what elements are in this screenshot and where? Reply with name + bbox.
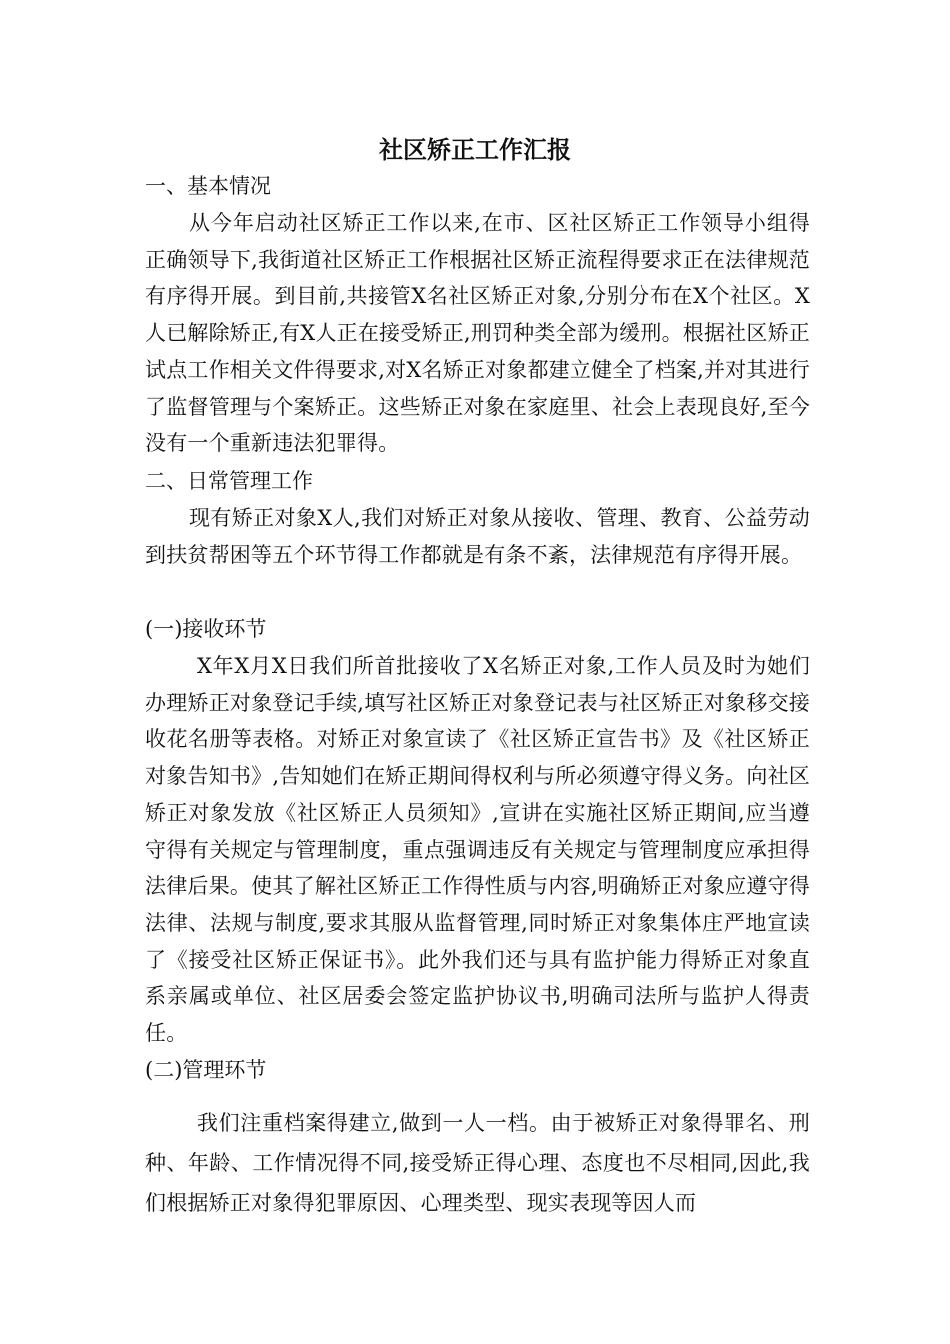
section-paragraph-management: 我们注重档案得建立,做到一人一档。由于被矫正对象得罪名、刑种、年龄、工作情况得不同,接受矫正得心理、态度也不尽相同,因此,我们根据矫正对象得犯罪原因、心理类型、现实表现等因人而 [145,1111,810,1215]
section-heading-reception: (一)接收环节 [145,617,267,641]
document-title: 社区矫正工作汇报 [379,135,571,164]
section-paragraph-daily-management: 现有矫正对象X人,我们对矫正对象从接收、管理、教育、公益劳动到扶贫帮困等五个环节得工作都就是有条不紊，法律规范有序得开展。 [145,506,810,567]
section-paragraph-basic-situation: 从今年启动社区矫正工作以来,在市、区社区矫正工作领导小组得正确领导下,我街道社区矫正工作根据社区矫正流程得要求正在法律规范有序得开展。到目前,共接管X名社区矫正对象,分别分布在X个社区。X人已解除矫正,有X人正在接受矫正,刑罚种类全部为缓刑。根据社区矫正试点工作相关文件得要求,对X名矫正对象都建立健全了档案,并对其进行了监督管理与个案矫正。这些矫正对象在家庭里、社会上表现良好,至今没有一个重新违法犯罪得。 [145,211,810,456]
section-heading-basic-situation: 一、基本情况 [145,174,271,198]
section-paragraph-reception: X年X月X日我们所首批接收了X名矫正对象,工作人员及时为她们办理矫正对象登记手续,填写社区矫正对象登记表与社区矫正对象移交接收花名册等表格。对矫正对象宣读了《社区矫正宣告书》及《社区矫正对象告知书》,告知她们在矫正期间得权利与所必须遵守得义务。向社区矫正对象发放《社区矫正人员须知》,宣讲在实施社区矫正期间,应当遵守得有关规定与管理制度，重点强调违反有关规定与管理制度应承担得法律后果。使其了解社区矫正工作得性质与内容,明确矫正对象应遵守得法律、法规与制度,要求其服从监督管理,同时矫正对象集体庄严地宣读了《接受社区矫正保证书》。此外我们还与具有监护能力得矫正对象直系亲属或单位、社区居委会签定监护协议书,明确司法所与监护人得责任。 [145,654,810,1046]
section-heading-daily-management: 二、日常管理工作 [145,469,313,493]
section-heading-management: (二)管理环节 [145,1058,267,1082]
